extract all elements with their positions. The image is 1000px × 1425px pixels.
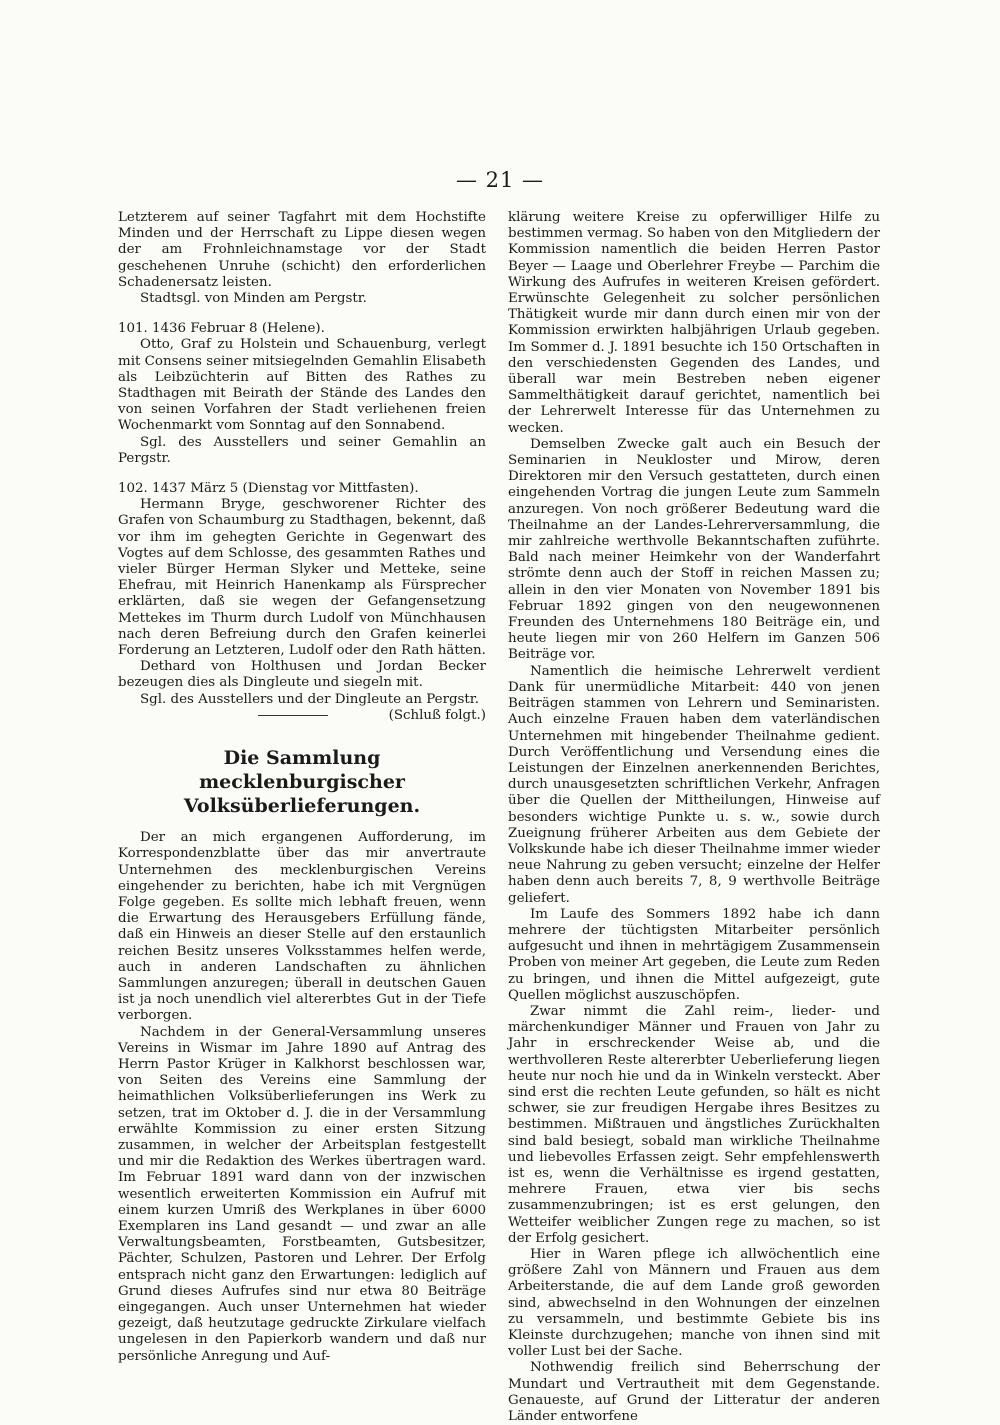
right-paragraph-6: Hier in Waren pflege ich allwöchentlich eine größere Zahl von Männern und Frauen aus dem Arbeiterstande, die auf dem Lande groß geworden sind, abwechselnd in den Wohnungen der einzelnen zu versammeln, und bestimmte Gebiete bis ins Kleinste durchzugehen; manche von ihnen sind mit voller Lust bei der Sache. xyxy=(508,1247,880,1360)
page-number: — 21 — xyxy=(455,168,545,192)
entry-102-text: Hermann Bryge, geschworener Richter des Grafen von Schaumburg zu Stadthagen, bekennt, daß vor ihm im gehegten Gerichte in Gegenwart des Vogtes auf dem Schlosse, des gesammten Rathes und vieler Bürger Herman Slyker und Metteke, seine Ehefrau, mit Heinrich Hanenkamp als Fürsprecher erklärten, daß sie wegen der Gefangensetzung Mettekes im Thurm durch Ludolf von Münchhausen nach deren Befreiung durch den Grafen keinerlei Forderung an Letzteren, Ludolf oder den Rath hätten. xyxy=(118,497,486,659)
continued-row xyxy=(118,708,486,724)
section-title: Die Sammlung mecklenburgischer Volksüberlieferungen. xyxy=(183,747,421,818)
entry-101-text: Otto, Graf zu Holstein und Schauenburg, verlegt mit Consens seiner mitsiegelnden Gemahlin Elisabeth als Leibzüchterin auf Bitten des Rathes zu Stadthagen mit Beirath der Stände des Landes den von seinen Vorfahren der Stadt verliehenen freien Wochenmarkt vom Sonntag auf den Sonnabend. xyxy=(118,337,486,434)
entry-102-date: 1437 März 5 (Dienstag vor Mittfasten). xyxy=(152,481,419,497)
right-paragraph-1: klärung weitere Kreise zu opferwilliger Hilfe zu bestimmen vermag. So haben von den Mitgliedern der Kommission namentlich die beiden Herren Pastor Beyer — Laage und Oberlehrer Freybe — Parchim die Wirkung des Aufrufes in weiteren Kreisen gefördert. Erwünschte Gelegenheit zu solcher persönlichen Thätigkeit wurde mir dann durch einen mir von der Kommission erwirkten halbjährigen Urlaub gegeben. Im Sommer d. J. 1891 besuchte ich 150 Ortschaften in den verschiedensten Gegenden des Landes, und überall war mein Bestreben neben eigener Sammelthätigkeit darauf gerichtet, namentlich bei der Lehrerwelt Interesse für das Unternehmen zu wecken. xyxy=(508,210,880,436)
entry-101-seal: Sgl. des Ausstellers und seiner Gemahlin an Pergstr. xyxy=(118,434,486,466)
entry-101-number: 101. xyxy=(118,321,148,337)
left-column xyxy=(118,210,486,1365)
right-column xyxy=(508,210,880,1425)
separator-rule xyxy=(258,715,328,716)
entry-102-witness: Dethard von Holthusen und Jordan Becker bezeugen dies als Dingleute und siegeln mit. xyxy=(118,659,486,691)
entry-102-seal: Sgl. des Ausstellers und der Dingleute an Pergstr. xyxy=(140,691,479,707)
entry-101-head xyxy=(118,321,486,337)
right-paragraph-5: Zwar nimmt die Zahl reim-, lieder- und märchenkundiger Männer und Frauen von Jahr zu Jahr in erschreckender Weise ab, und die werthvolleren Reste altererbter Ueberlieferung liegen heute nur noch hie und da in Winkeln versteckt. Aber sind erst die rechten Leute gefunden, so hält es nicht schwer, sie zur freudigen Hergabe ihres Besitzes zu bestimmen. Mißtrauen und ängstliches Zurückhalten sind bald besiegt, sobald man wirkliche Theilnahme und liebevolles Erfassen zeigt. Sehr empfehlenswerth ist es, wenn die Verhältnisse es irgend gestatten, mehrere Frauen, etwa vier bis sechs zusammenzubringen; ist es erst gelungen, den Wetteifer weiblicher Zungen rege zu machen, so ist der Erfolg gesichert. xyxy=(508,1003,880,1246)
entry-102-head xyxy=(118,481,486,497)
right-paragraph-2: Demselben Zwecke galt auch ein Besuch der Seminarien in Neukloster und Mirow, deren Direktoren mir den Versuch gestatteten, durch einen eingehenden Vortrag die jungen Leute zum Sammeln anzuregen. Von noch größerer Bedeutung ward die Theilnahme an der Landes-Lehrerversammlung, die mir zahlreiche werthvolle Bekanntschaften zuführte. Bald nach meiner Heimkehr von der Wanderfahrt strömte denn auch der Stoff in reichen Massen zu; allein in den vier Monaten von November 1891 bis Februar 1892 gingen von den neugewonnenen Freunden des Unternehmens 180 Beiträge ein, und heute liegen mir von 260 Helfern im Ganzen 506 Beiträge vor. xyxy=(508,436,880,663)
left-paragraph-2: Nachdem in der General-Versammlung unseres Vereins in Wismar im Jahre 1890 auf Antrag des Herrn Pastor Krüger in Kalkhorst beschlossen war, von Seiten des Vereins eine Sammlung der heimathlichen Volksüberlieferungen ins Werk zu setzen, trat im Oktober d. J. die in der Versammlung erwählte Kommission zu einer ersten Sitzung zusammen, in welcher der Arbeitsplan festgestellt und mir die Redaktion des Werkes übertragen ward. Im Februar 1891 ward dann von der inzwischen wesentlich erweiterten Kommission ein Aufruf mit einem kurzen Umriß des Werkplanes in über 6000 Exemplaren ins Land gesandt — und zwar an alle Verwaltungsbeamten, Forstbeamten, Gutsbesitzer, Pächter, Schulzen, Pastoren und Lehrer. Der Erfolg entsprach nicht ganz den Erwartungen: lediglich auf Grund dieses Aufrufes sind nur etwa 80 Beiträge eingegangen. Auch unser Unternehmen hat wieder gezeigt, daß heutzutage gedruckte Zirkulare vielfach ungelesen in den Papierkorb wandern und daß nur persönliche Anregung und Auf- xyxy=(118,1024,486,1364)
right-paragraph-3: Namentlich die heimische Lehrerwelt verdient Dank für unermüdliche Mitarbeit: 440 von jenen Beiträgen stammen von Lehrern und Seminaristen. Auch einzelne Frauen haben dem vaterländischen Unternehmen mit hingebender Theilnahme gedient. Durch Veröffentlichung und Versendung eines die Leistungen der Einzelnen anerkennenden Berichtes, durch unausgesetzten schriftlichen Verkehr, Anfragen über die Quellen der Mittheilungen, Hinweise auf besonders wichtige Punkte u. s. w., sowie durch Zueignung früherer Arbeiten aus dem Gebiete der Volkskunde habe ich dieser Theilnahme immer wieder neue Nahrung zu geben versucht; einzelne der Helfer haben denn auch bereits 7, 8, 9 werthvolle Beiträge geliefert. xyxy=(508,663,880,906)
right-paragraph-7: Nothwendig freilich sind Beherrschung der Mundart und Vertrautheit mit dem Gegenstande. Genaueste, auf Grund der Litteratur der anderen Länder entworfene xyxy=(508,1360,880,1425)
entry-101-date: 1436 Februar 8 (Helene). xyxy=(152,321,325,337)
right-paragraph-4: Im Laufe des Sommers 1892 habe ich dann mehrere der tüchtigsten Mitarbeiter persönlich aufgesucht und ihnen in mehrtägigem Zusammensein Proben von meiner Art gegeben, die Leute zum Reden zu bringen, und ihnen die Mittel aufgezeigt, gute Quellen möglichst auszuschöpfen. xyxy=(508,906,880,1003)
entry-102-number: 102. xyxy=(118,481,148,497)
left-paragraph-1: Der an mich ergangenen Aufforderung, im Korrespondenzblatte über das mir anvertraute Unternehmen des mecklenburgischen Vereins eingehender zu berichten, habe ich mit Vergnügen Folge gegeben. Es sollte mich lebhaft freuen, wenn die Erwartung des Herausgebers Erfüllung fände, daß ein Hinweis an dieser Stelle auf den erstaunlich reichen Besitz unseres Volksstammes helfen werde, auch in anderen Landschaften zu ähnlichen Sammlungen anzuregen; überall in deutschen Gauen ist ja noch unendlich viel altererbtes Gut in der Tiefe verborgen. xyxy=(118,830,486,1024)
intro-text: Letzterem auf seiner Tagfahrt mit dem Hochstifte Minden und der Herrschaft zu Lippe diesen wegen der am Frohnleichnamstage vor der Stadt geschehenen Unruhe (schicht) den erforderlichen Schadenersatz leisten. xyxy=(118,210,486,290)
intro-seal: Stadtsgl. von Minden am Pergstr. xyxy=(140,291,367,307)
continued-note: (Schluß folgt.) xyxy=(388,707,486,723)
